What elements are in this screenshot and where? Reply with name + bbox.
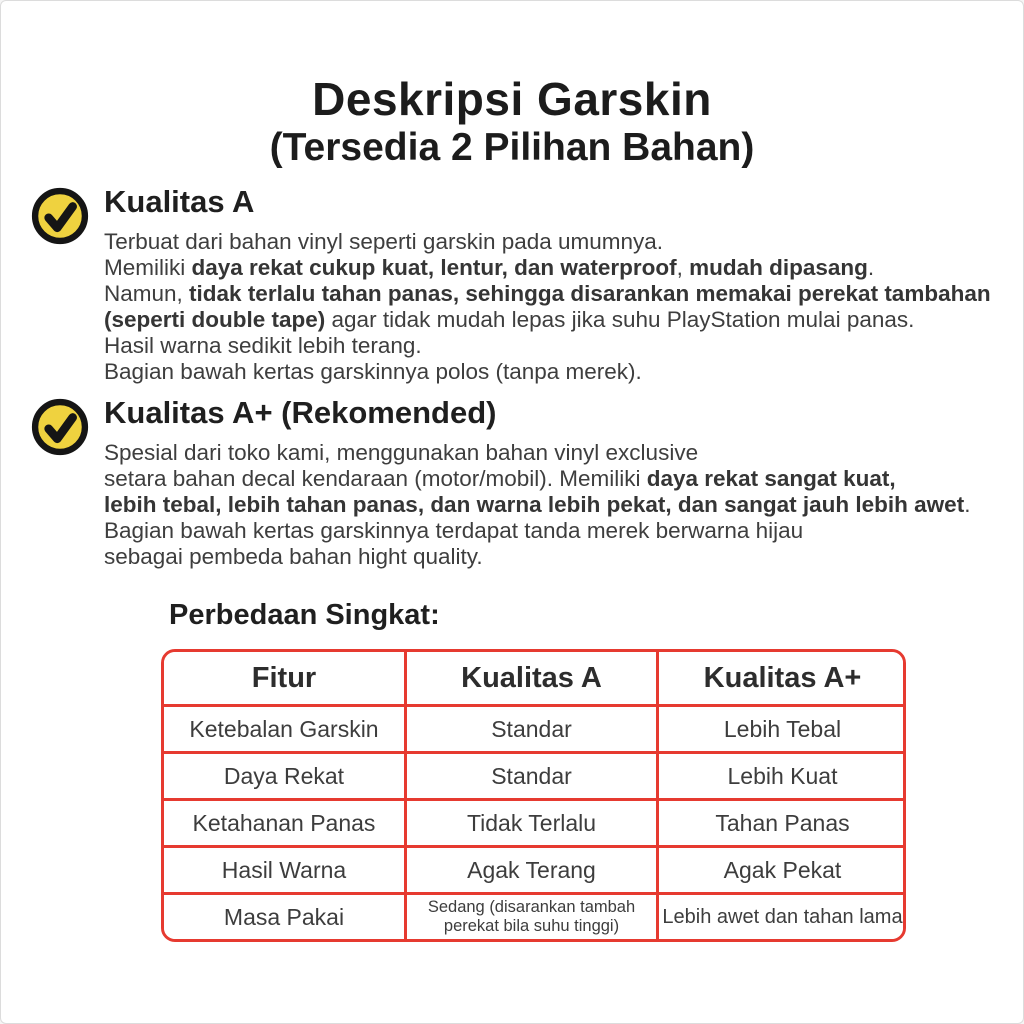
text-line: Spesial dari toko kami, menggunakan bahan vinyl exclusive [104,440,699,466]
table-header-fitur: Fitur [163,651,406,706]
text-line: Bagian bawah kertas garskinnya terdapat tanda merek berwarna hijau [104,518,804,544]
comparison-heading: Perbedaan Singkat: [169,599,440,631]
table-header-row [163,651,907,706]
section-kualitas-a-plus [31,396,1003,570]
comparison-table [161,649,906,942]
comparison-table-wrapper [161,649,906,942]
text-line: Hasil warna sedikit lebih terang. [104,333,422,359]
table-row [163,894,907,941]
check-icon [31,187,89,245]
table-row [163,800,907,847]
table-cell: Daya Rekat [163,753,406,800]
text-line: Terbuat dari bahan vinyl seperti garskin pada umumnya. [104,229,664,255]
comparison-table-body [163,706,907,941]
page-title [1,73,1023,171]
table-cell: Agak Terang [406,847,658,894]
text-line: sebagai pembeda bahan hight quality. [104,544,483,570]
table-cell: Masa Pakai [163,894,406,941]
text-line: Bagian bawah kertas garskinnya polos (tanpa merek). [104,359,642,385]
table-header-kualitas-a: Kualitas A [406,651,658,706]
section-kualitas-a [31,185,1003,385]
table-row [163,706,907,753]
table-cell: Tahan Panas [658,800,907,847]
table-cell: Hasil Warna [163,847,406,894]
text-line: setara bahan decal kendaraan (motor/mobil). Memiliki daya rekat sangat kuat, [104,466,896,492]
section-body [104,440,1003,570]
table-header-kualitas-a-plus: Kualitas A+ [658,651,907,706]
table-cell: Agak Pekat [658,847,907,894]
table-cell: Tidak Terlalu [406,800,658,847]
section-heading: Kualitas A+ (Rekomended) [104,395,497,430]
check-icon [31,398,89,456]
table-cell: Sedang (disarankan tambah perekat bila suhu tinggi) [406,894,658,941]
title-line2: (Tersedia 2 Pilihan Bahan) [269,125,755,169]
table-cell: Lebih Tebal [658,706,907,753]
title-line1: Deskripsi Garskin [312,73,712,125]
table-cell: Lebih awet dan tahan lama [658,894,907,941]
table-row [163,847,907,894]
text-line: Memiliki daya rekat cukup kuat, lentur, dan waterproof, mudah dipasang. [104,255,875,281]
text-line: (seperti double tape) agar tidak mudah lepas jika suhu PlayStation mulai panas. [104,307,915,333]
table-cell: Standar [406,706,658,753]
text-line: Namun, tidak terlalu tahan panas, sehingga disarankan memakai perekat tambahan [104,281,991,307]
table-cell: Lebih Kuat [658,753,907,800]
section-heading: Kualitas A [104,184,255,219]
table-cell: Standar [406,753,658,800]
table-row [163,753,907,800]
text-line: lebih tebal, lebih tahan panas, dan warna lebih pekat, dan sangat jauh lebih awet. [104,492,971,518]
table-cell: Ketebalan Garskin [163,706,406,753]
section-body [104,229,1003,385]
table-cell: Ketahanan Panas [163,800,406,847]
